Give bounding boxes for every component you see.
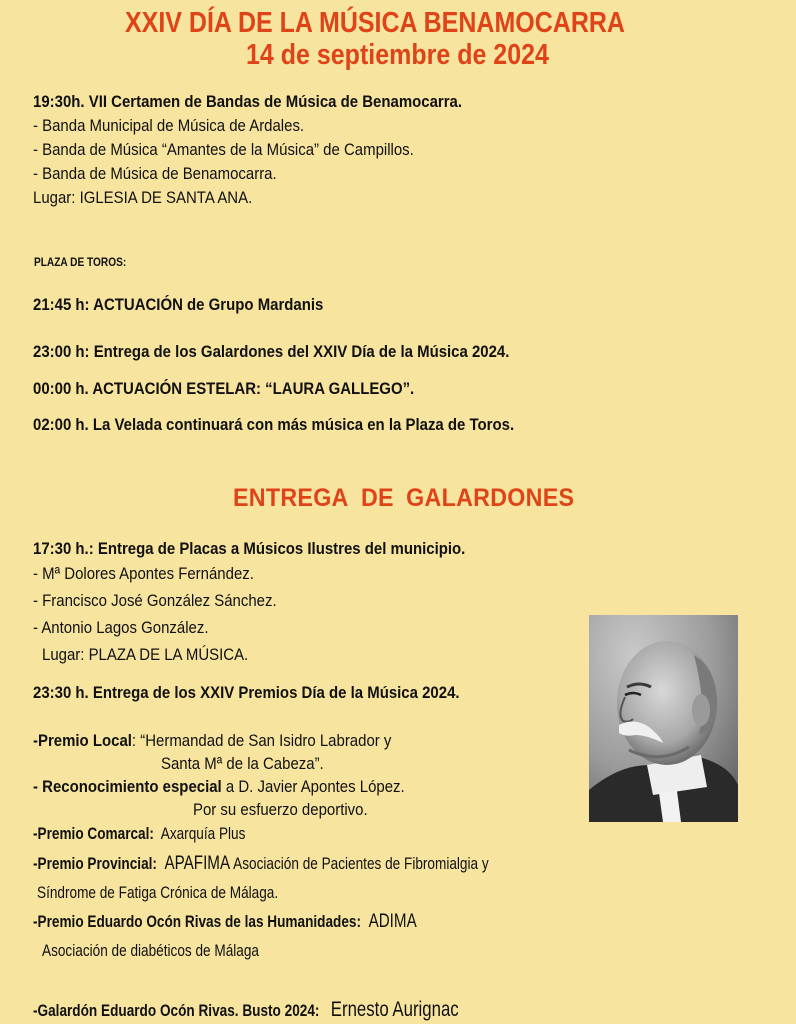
premio-provincial	[33, 854, 489, 874]
placas-place: Lugar: PLAZA DE LA MÚSICA.	[42, 645, 249, 664]
band-item: - Banda de Música “Amantes de la Música” de Campillos.	[33, 140, 414, 159]
premio-provincial-label: -Premio Provincial:	[33, 854, 157, 873]
musician-item: - Antonio Lagos González.	[33, 618, 209, 637]
reconocimiento-reason: Por su esfuerzo deportivo.	[193, 800, 368, 819]
premio-humanidades-label: -Premio Eduardo Ocón Rivas de las Humanidades:	[33, 912, 361, 931]
premio-local	[33, 731, 391, 751]
certamen-place: Lugar: IGLESIA DE SANTA ANA.	[33, 188, 253, 207]
heading-word: DE	[360, 484, 394, 512]
plaza-event: 02:00 h. La Velada continuará con más música en la Plaza de Toros.	[33, 415, 515, 434]
premio-local-label: -Premio Local	[33, 731, 132, 750]
reconocimiento-especial	[33, 777, 405, 797]
plaza-event: 00:00 h. ACTUACIÓN ESTELAR: “LAURA GALLEGO”.	[33, 379, 415, 398]
premio-local-value-cont: Santa Mª de la Cabeza”.	[161, 754, 324, 773]
premio-humanidades	[33, 912, 417, 932]
reconocimiento-value: a D. Javier Apontes López.	[221, 777, 405, 796]
reconocimiento-label: - Reconocimiento especial	[33, 777, 222, 796]
band-item: - Banda de Música de Benamocarra.	[33, 164, 277, 183]
portrait-photo	[589, 615, 738, 822]
musician-item: - Mª Dolores Apontes Fernández.	[33, 564, 254, 583]
plaza-label: PLAZA DE TOROS:	[34, 257, 127, 269]
premio-provincial-value-cont: Síndrome de Fatiga Crónica de Málaga.	[37, 883, 279, 902]
premio-local-value: : “Hermandad de San Isidro Labrador y	[131, 731, 392, 750]
premio-humanidades-acronym: ADIMA	[368, 911, 417, 932]
portrait-illustration	[589, 615, 738, 822]
galardon-busto-value: Ernesto Aurignac	[330, 998, 459, 1021]
galardon-busto	[33, 1000, 459, 1021]
event-date: 14 de septiembre de 2024	[246, 39, 549, 71]
musician-item: - Francisco José González Sánchez.	[33, 591, 277, 610]
premio-humanidades-value: Asociación de diabéticos de Málaga	[42, 941, 259, 960]
band-item: - Banda Municipal de Música de Ardales.	[33, 116, 305, 135]
premio-provincial-acronym: APAFIMA	[164, 853, 231, 874]
certamen-heading: 19:30h. VII Certamen de Bandas de Música de Benamocarra.	[33, 92, 463, 111]
plaza-event: 21:45 h: ACTUACIÓN de Grupo Mardanis	[33, 295, 324, 314]
page-title: XXIV DÍA DE LA MÚSICA BENAMOCARRA	[125, 7, 625, 39]
heading-word: ENTREGA	[233, 484, 349, 512]
heading-word: GALARDONES	[406, 484, 575, 512]
premios-heading: 23:30 h. Entrega de los XXIV Premios Día de la Música 2024.	[33, 683, 460, 702]
galardon-busto-label: -Galardón Eduardo Ocón Rivas. Busto 2024:	[33, 1001, 320, 1020]
premio-provincial-value: Asociación de Pacientes de Fibromialgia y	[233, 854, 489, 873]
premio-comarcal	[33, 824, 245, 844]
premio-comarcal-value: Axarquía Plus	[160, 824, 246, 843]
premio-comarcal-label: -Premio Comarcal:	[33, 824, 154, 843]
section-title-galardones	[233, 484, 574, 513]
plaza-event: 23:00 h: Entrega de los Galardones del XXIV Día de la Música 2024.	[33, 342, 510, 361]
placas-heading: 17:30 h.: Entrega de Placas a Músicos Ilustres del municipio.	[33, 539, 466, 558]
